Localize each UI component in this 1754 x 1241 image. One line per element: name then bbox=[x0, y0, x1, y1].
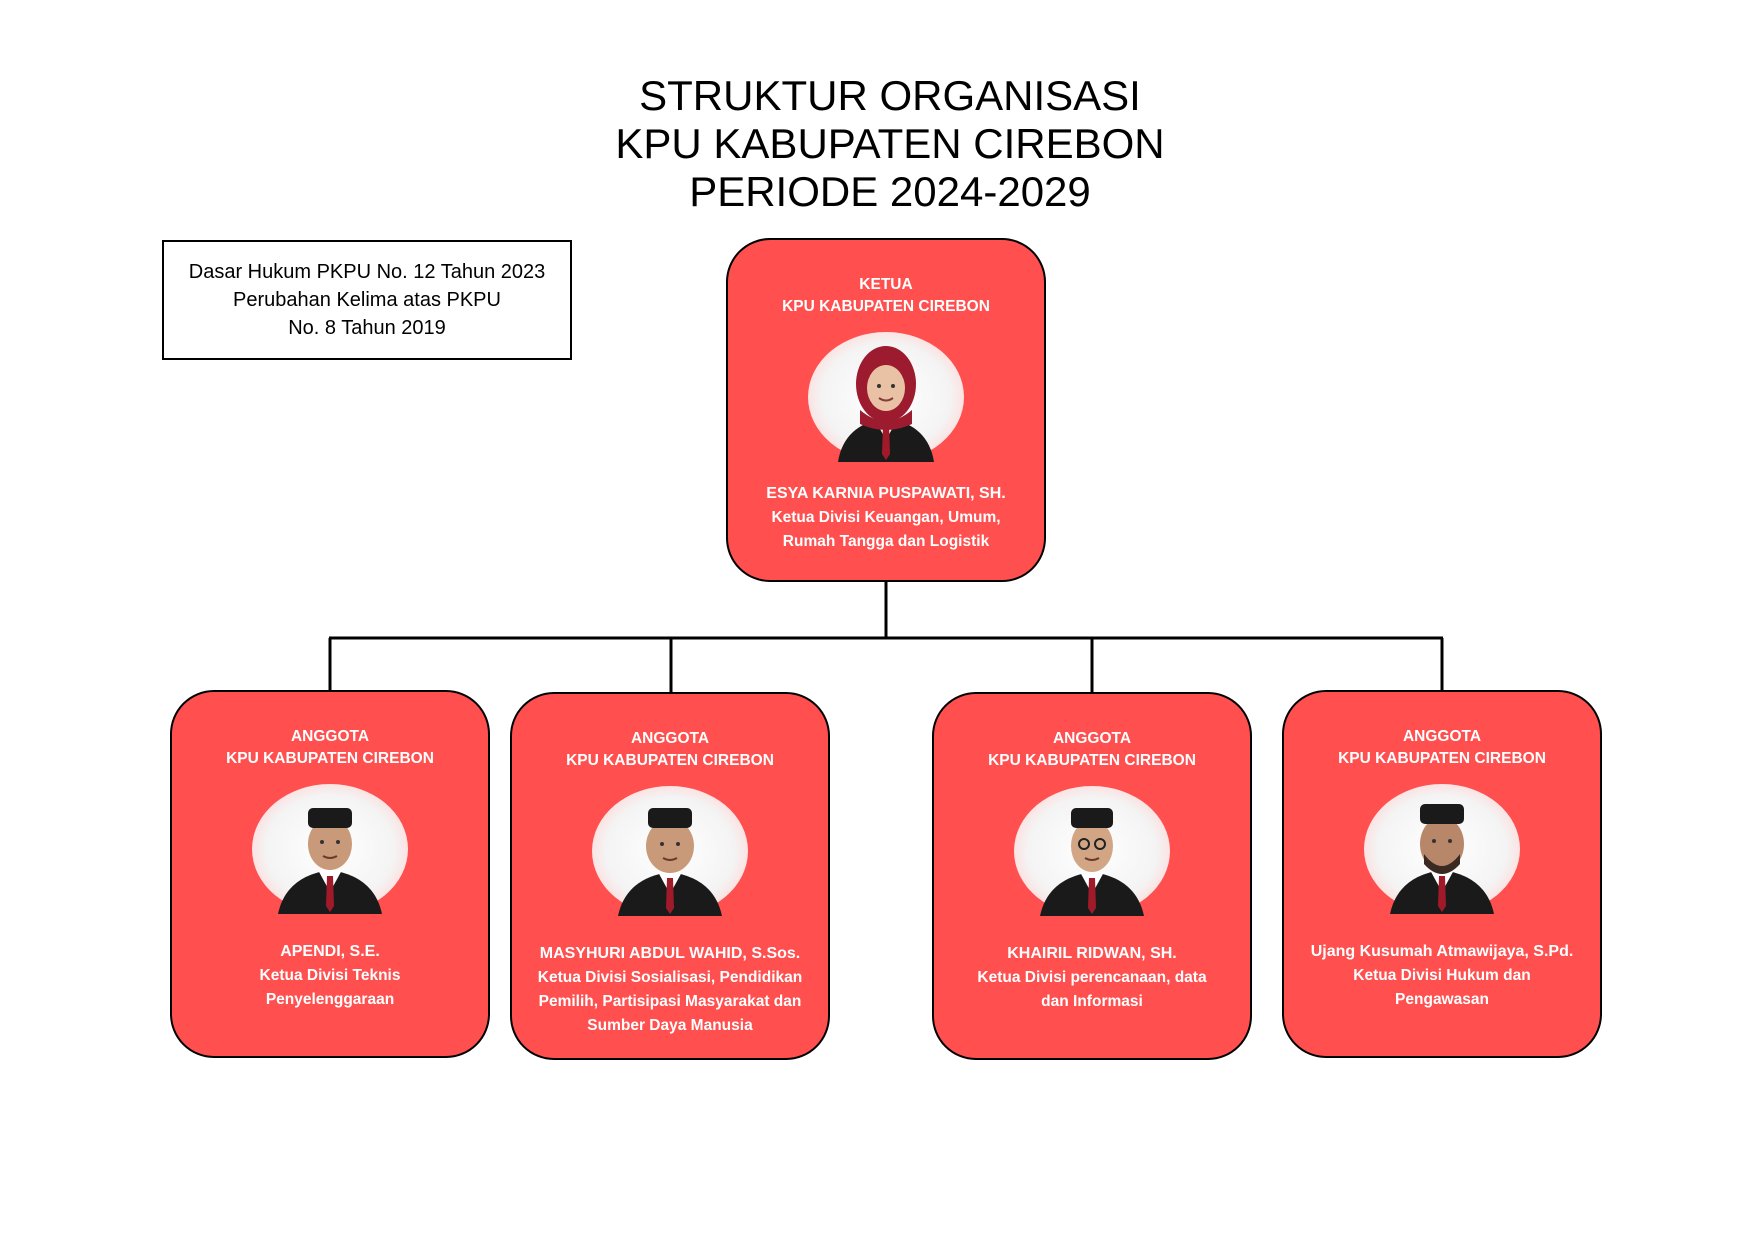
title-line-3: PERIODE 2024-2029 bbox=[689, 168, 1091, 215]
person-peci-icon bbox=[252, 784, 408, 914]
member-card-3 bbox=[932, 692, 1252, 1060]
chair-division-line-2: Rumah Tangga dan Logistik bbox=[782, 533, 990, 550]
member-role-org: KPU KABUPATEN CIREBON bbox=[226, 750, 434, 767]
member-photo bbox=[1364, 784, 1520, 914]
member-division-line-2: Pengawasan bbox=[1395, 991, 1489, 1008]
member-division-line-3: Sumber Daya Manusia bbox=[587, 1017, 753, 1034]
member-division-line-1: Ketua Divisi Hukum dan bbox=[1353, 967, 1531, 984]
chair-card bbox=[726, 238, 1046, 582]
member-name: KHAIRIL RIDWAN, SH. bbox=[1007, 945, 1177, 962]
title-line-1: STRUKTUR ORGANISASI bbox=[639, 72, 1141, 119]
chair-division-line-1: Ketua Divisi Keuangan, Umum, bbox=[771, 509, 1001, 526]
member-role-org: KPU KABUPATEN CIREBON bbox=[566, 752, 774, 769]
member-division-line-1: Ketua Divisi perencanaan, data bbox=[977, 969, 1207, 986]
member-role-org: KPU KABUPATEN CIREBON bbox=[1338, 750, 1546, 767]
member-role-title: ANGGOTA bbox=[290, 728, 370, 745]
member-card-4 bbox=[1282, 690, 1602, 1058]
member-division-line-2: Pemilih, Partisipasi Masyarakat dan bbox=[538, 993, 802, 1010]
person-peci-icon bbox=[1364, 784, 1520, 914]
member-name: MASYHURI ABDUL WAHID, S.Sos. bbox=[539, 945, 801, 962]
person-peci-icon bbox=[592, 786, 748, 916]
member-role bbox=[512, 728, 828, 772]
chair-role bbox=[728, 274, 1044, 318]
member-info bbox=[938, 942, 1246, 1014]
member-info bbox=[176, 940, 484, 1012]
legal-basis-line-2: Perubahan Kelima atas PKPU bbox=[233, 289, 501, 311]
chair-name: ESYA KARNIA PUSPAWATI, SH. bbox=[766, 485, 1006, 502]
member-name: Ujang Kusumah Atmawijaya, S.Pd. bbox=[1310, 943, 1574, 960]
member-role-org: KPU KABUPATEN CIREBON bbox=[988, 752, 1196, 769]
person-hijab-icon bbox=[808, 332, 964, 462]
member-info bbox=[516, 942, 824, 1038]
chair-role-title: KETUA bbox=[859, 276, 913, 293]
person-peci-icon bbox=[1014, 786, 1170, 916]
member-info bbox=[1288, 940, 1596, 1012]
member-role-title: ANGGOTA bbox=[1402, 728, 1482, 745]
member-division-line-1: Ketua Divisi Teknis bbox=[259, 967, 401, 984]
member-photo bbox=[1014, 786, 1170, 916]
member-photo bbox=[592, 786, 748, 916]
member-role bbox=[172, 726, 488, 770]
legal-basis-line-3: No. 8 Tahun 2019 bbox=[288, 317, 446, 339]
chair-photo bbox=[808, 332, 964, 462]
member-division-line-2: dan Informasi bbox=[1041, 993, 1143, 1010]
chair-info bbox=[732, 482, 1040, 554]
member-photo bbox=[252, 784, 408, 914]
member-role bbox=[934, 728, 1250, 772]
legal-basis-line-1: Dasar Hukum PKPU No. 12 Tahun 2023 bbox=[188, 261, 546, 283]
member-card-2 bbox=[510, 692, 830, 1060]
member-division-line-1: Ketua Divisi Sosialisasi, Pendidikan bbox=[537, 969, 803, 986]
member-division-line-2: Penyelenggaraan bbox=[265, 991, 395, 1008]
member-name: APENDI, S.E. bbox=[280, 943, 380, 960]
member-role-title: ANGGOTA bbox=[630, 730, 710, 747]
title-line-2: KPU KABUPATEN CIREBON bbox=[615, 120, 1165, 167]
member-card-1 bbox=[170, 690, 490, 1058]
chair-role-org: KPU KABUPATEN CIREBON bbox=[782, 298, 990, 315]
member-role bbox=[1284, 726, 1600, 770]
member-role-title: ANGGOTA bbox=[1052, 730, 1132, 747]
